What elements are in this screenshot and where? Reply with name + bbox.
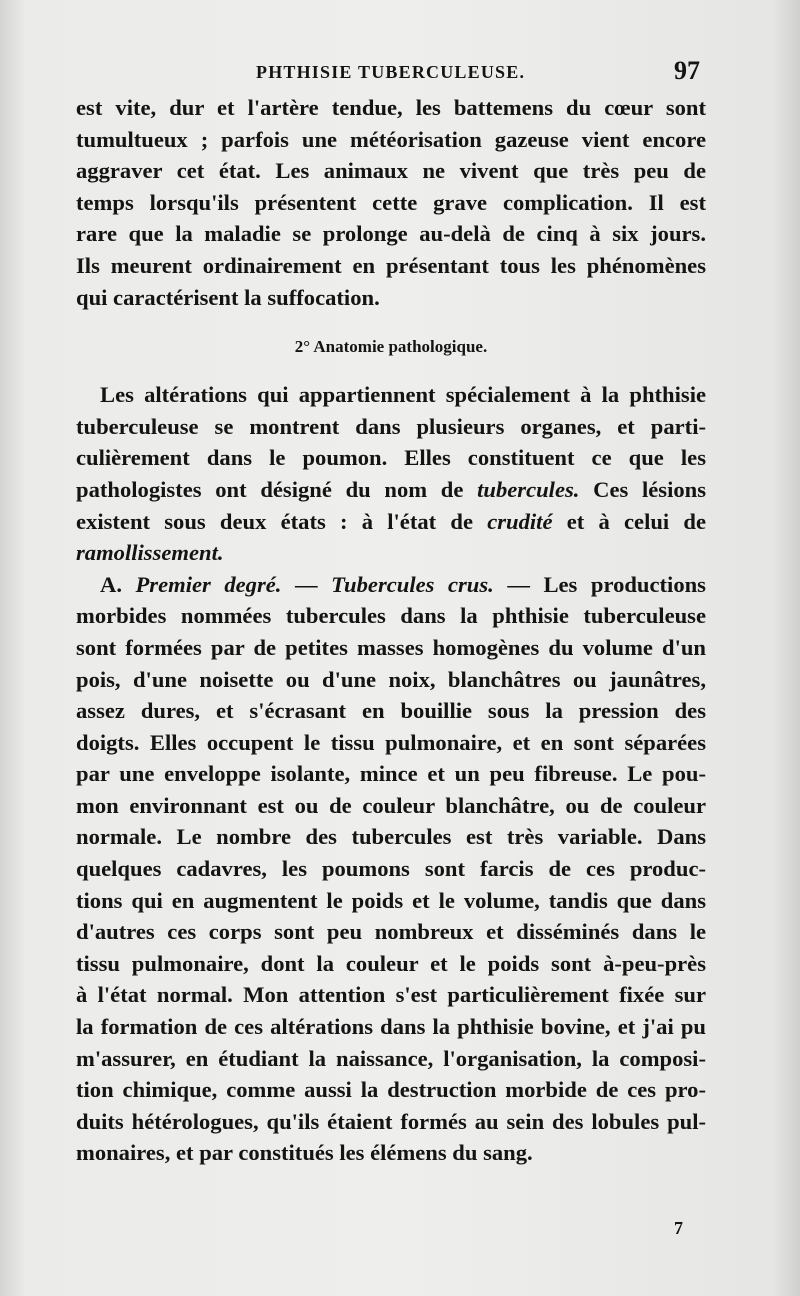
text-line (76, 537, 706, 569)
italic-term: ramollissement. (76, 540, 224, 566)
page-header (76, 58, 706, 88)
italic-term: tubercules. (477, 476, 580, 502)
text-line: sont formées par de petites masses homogènes du volume d'un (76, 634, 706, 660)
text-line (76, 474, 706, 506)
text-line: qui caractérisent la suffocation. (76, 284, 380, 310)
text-line: temps lorsqu'ils présentent cette grave complication. Il est (76, 189, 706, 215)
text-line: culièrement dans le poumon. Elles constituent ce que les (76, 445, 706, 471)
paragraph-1 (76, 92, 706, 313)
text-line: aggraver cet état. Les animaux ne vivent que très peu de (76, 158, 706, 184)
text-line: duits hétérologues, qu'ils étaient formés au sein des lobules pul- (76, 1108, 706, 1134)
text-line: est vite, dur et l'artère tendue, les battemens du cœur sont (76, 95, 706, 120)
text-run: — (281, 571, 332, 597)
text-line: tuberculeuse se montrent dans plusieurs organes, et parti- (76, 413, 706, 439)
text-line: doigts. Elles occupent le tissu pulmonaire, et en sont séparées (76, 729, 706, 755)
text-line: la formation de ces altérations dans la phthisie bovine, et j'ai pu (76, 1014, 706, 1040)
text-line: normale. Le nombre des tubercules est très variable. Dans (76, 824, 706, 850)
text-run: existent sous deux états : à l'état de (76, 508, 488, 534)
text-run: pathologistes ont désigné du nom de (76, 476, 478, 502)
text-line: monaires, et par constitués les élémens du sang. (76, 1140, 533, 1166)
text-run: Ces lésions (579, 476, 706, 502)
text-line: Les altérations qui appartiennent spécialement à la phthisie (100, 382, 706, 408)
text-line: m'assurer, en étudiant la naissance, l'organisation, la composi- (76, 1045, 706, 1071)
text-line: quelques cadavres, les poumons sont farcis de ces produc- (76, 856, 706, 882)
page-body (76, 92, 706, 1169)
text-line: tissu pulmonaire, dont la couleur et le poids sont à-peu-près (76, 950, 706, 976)
italic-term: Tubercules crus. (331, 571, 494, 597)
text-line: mon environnant est ou de couleur blanchâtre, ou de couleur (76, 792, 706, 818)
page-number: 97 (674, 56, 700, 85)
section-heading: 2° Anatomie pathologique. (294, 337, 488, 357)
text-line: à l'état normal. Mon attention s'est particulièrement fixée sur (76, 982, 706, 1008)
text-line: tions qui en augmentent le poids et le volume, tandis que dans (76, 887, 706, 913)
text-run: A. (100, 571, 136, 597)
text-line: d'autres ces corps sont peu nombreux et disséminés dans le (76, 919, 706, 945)
text-line: Ils meurent ordinairement en présentant tous les phénomènes (76, 252, 706, 278)
text-line (76, 506, 706, 538)
paragraph-3 (76, 569, 706, 1169)
running-title: PHTHISIE TUBERCULEUSE. (256, 62, 526, 82)
text-line: pois, d'une noisette ou d'une noix, blanchâtres ou jaunâtres, (76, 666, 706, 692)
signature-mark: 7 (674, 1218, 683, 1238)
text-line (76, 569, 706, 601)
italic-term: Premier degré. (135, 571, 282, 597)
text-line: morbides nommées tubercules dans la phthisie tuberculeuse (76, 603, 706, 629)
paragraph-2 (76, 379, 706, 569)
text-run: — Les productions (493, 571, 706, 597)
text-run: et à celui de (552, 508, 706, 534)
text-line: assez dures, et s'écrasant en bouillie sous la pression des (76, 698, 706, 724)
text-line: tumultueux ; parfois une météorisation gazeuse vient encore (76, 126, 706, 152)
text-line: par une enveloppe isolante, mince et un peu fibreuse. Le pou- (76, 761, 706, 787)
text-line: tion chimique, comme aussi la destruction morbide de ces pro- (76, 1077, 706, 1103)
italic-term: crudité (487, 508, 553, 534)
text-line: rare que la maladie se prolonge au-delà de cinq à six jours. (76, 221, 706, 247)
